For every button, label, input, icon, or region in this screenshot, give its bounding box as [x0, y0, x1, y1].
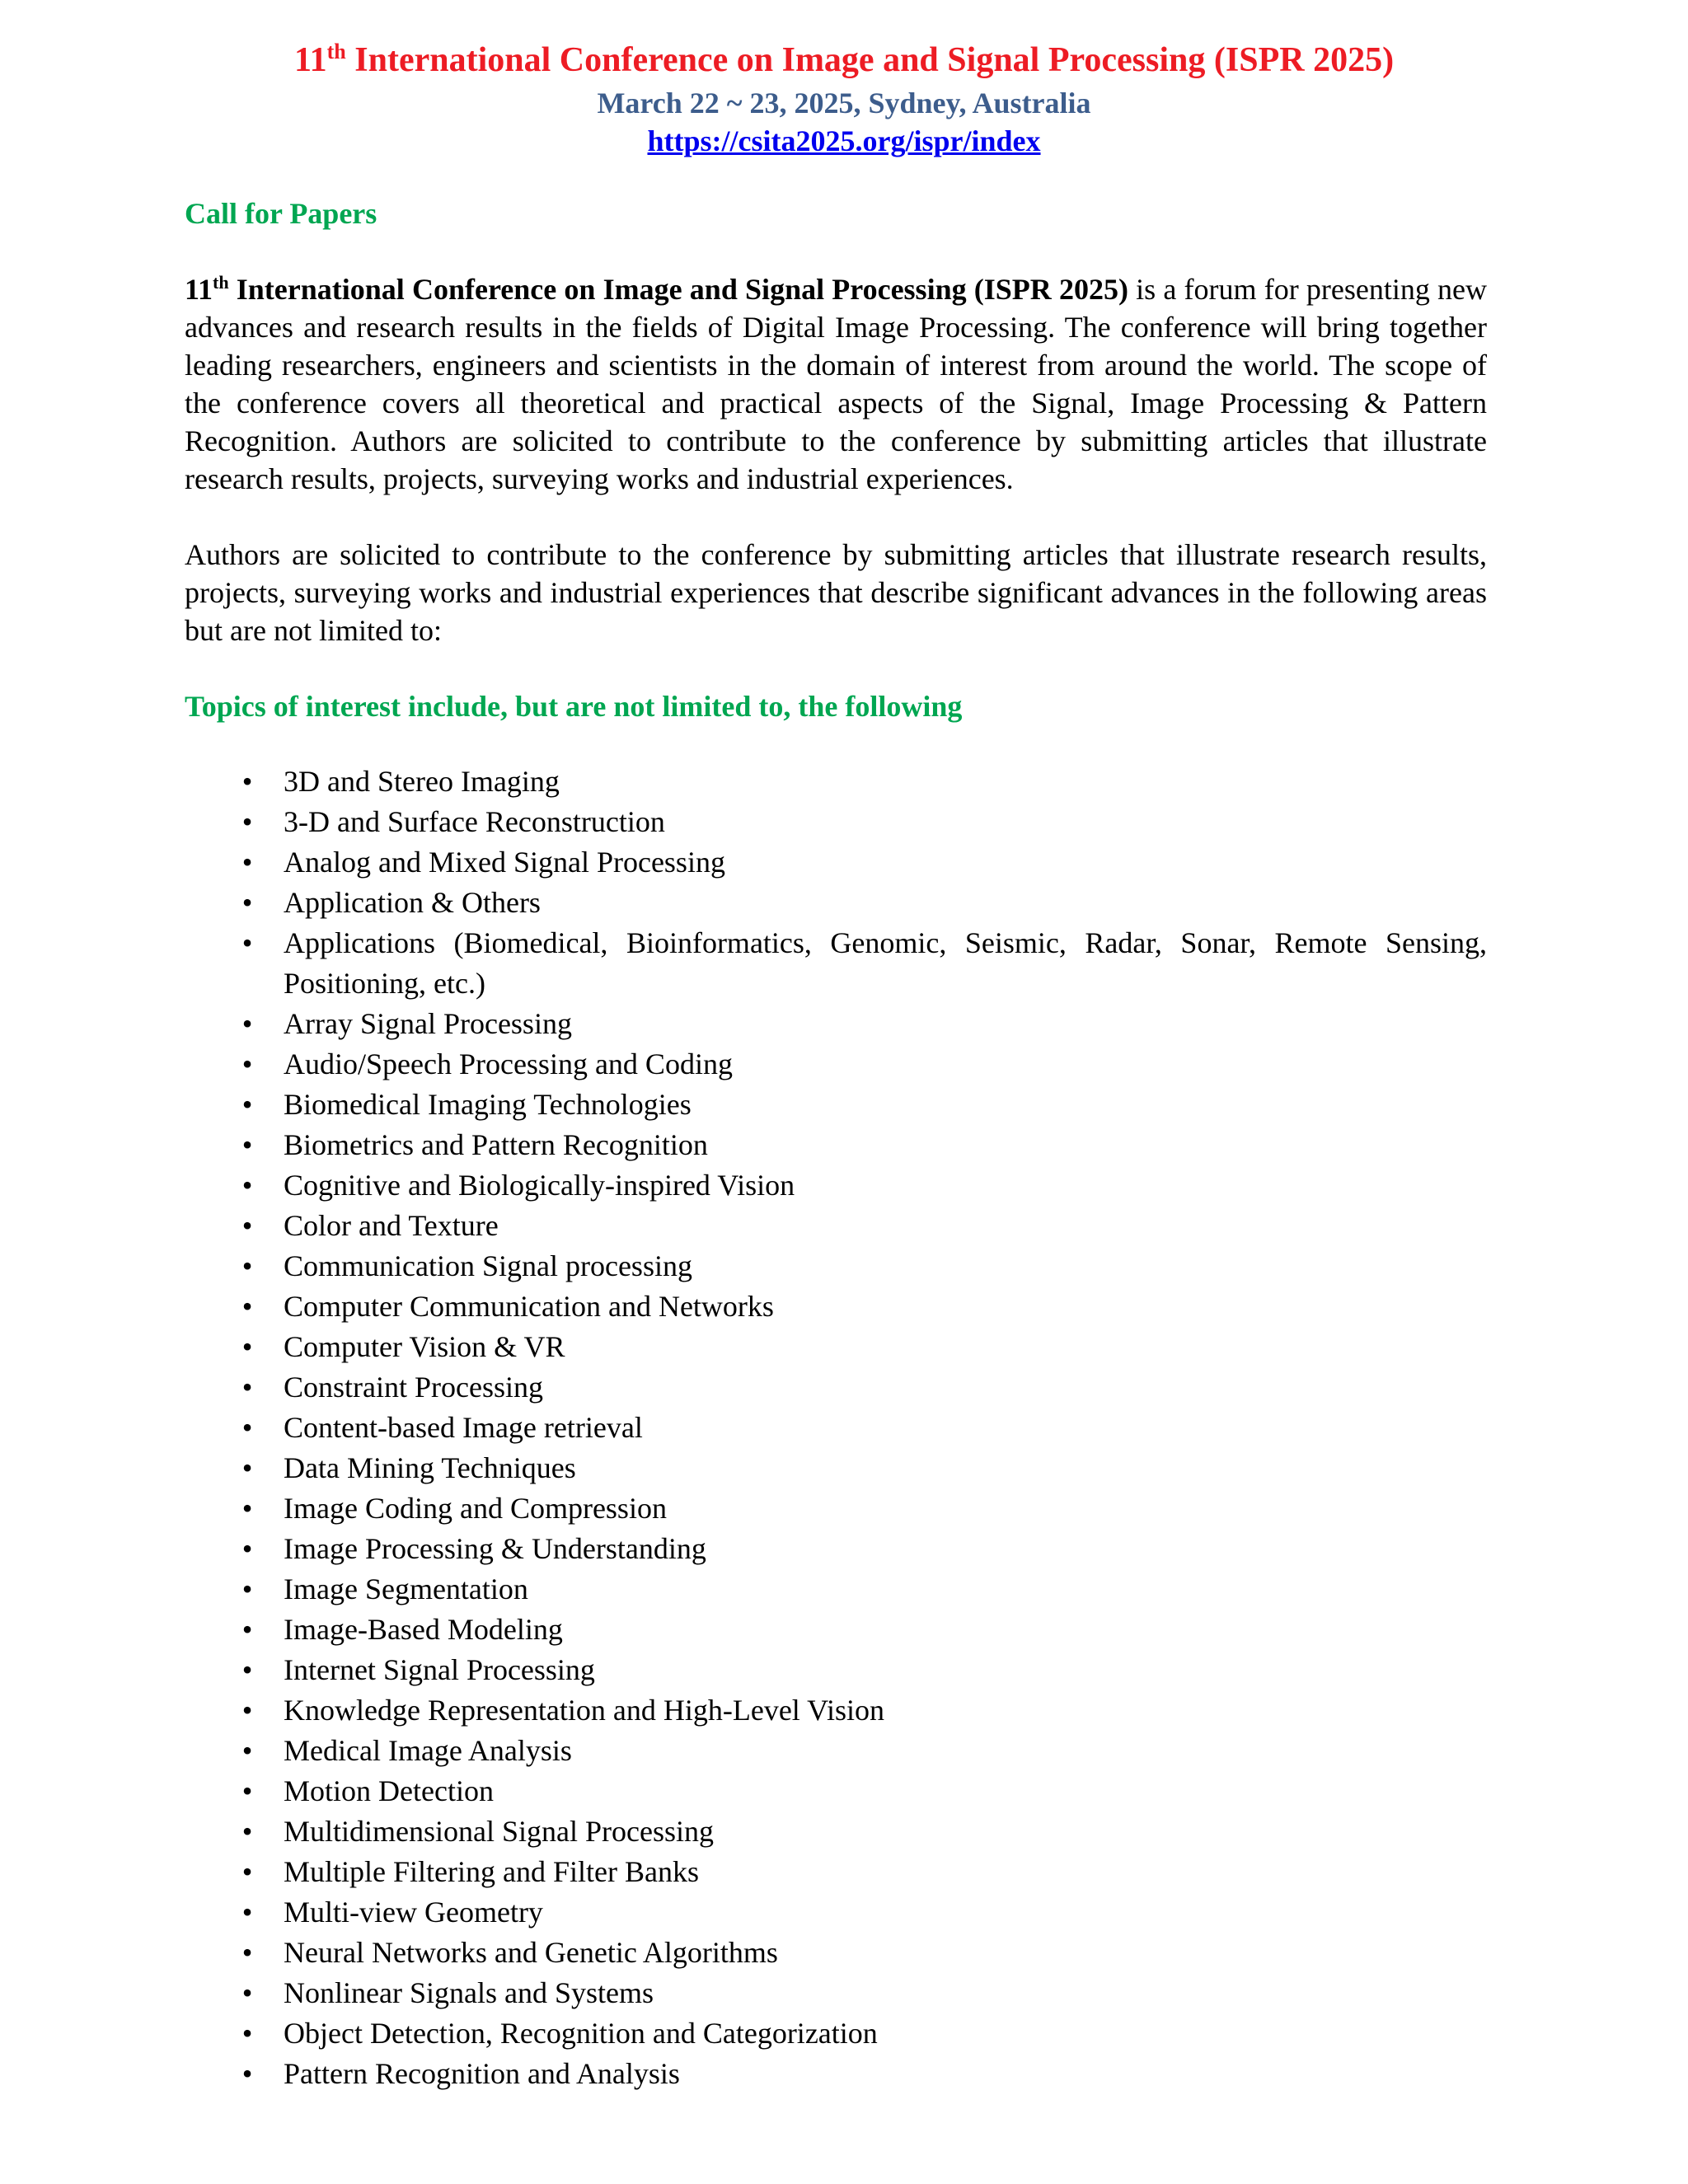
topic-list-item — [185, 1852, 1487, 1892]
bullet-icon: • — [241, 886, 253, 919]
topic-label: Applications (Biomedical, Bioinformatics, Genomic, Seismic, Radar, Sonar, Remote Sensing, Positioning, etc.) — [284, 926, 1487, 1000]
intro-paragraph-text: is a forum for presenting new advances and research results in the fields of Digital Image Processing. The conference will bring together leading researchers, engineers and scientists in the domain of interest from around the world. The scope of the conference covers all theoretical and practical aspects of the Signal, Image Processing & Pattern Recognition. Authors are solicited to contribute to the conference by submitting articles that illustrate research results, projects, surveying works and industrial experiences. — [185, 273, 1488, 495]
topic-list-item — [185, 1488, 1487, 1529]
topic-label: Image Segmentation — [284, 1572, 528, 1605]
topic-list-item — [185, 1286, 1487, 1327]
bullet-icon: • — [241, 1896, 253, 1929]
bullet-icon: • — [241, 1209, 253, 1242]
topic-label: Cognitive and Biologically-inspired Vision — [284, 1169, 795, 1202]
conference-header — [0, 36, 1688, 160]
topic-label: Multiple Filtering and Filter Banks — [284, 1855, 699, 1888]
topic-list-item — [185, 1085, 1487, 1125]
topic-list-item — [185, 1004, 1487, 1044]
topic-list-item — [185, 1892, 1487, 1933]
topic-label: Computer Vision & VR — [284, 1330, 565, 1363]
topic-list-item — [185, 923, 1487, 1004]
topic-label: Content-based Image retrieval — [284, 1411, 643, 1444]
topic-list-item — [185, 1367, 1487, 1408]
topic-list-item — [185, 1731, 1487, 1771]
topic-label: Audio/Speech Processing and Coding — [284, 1047, 733, 1080]
topic-label: Knowledge Representation and High-Level Vision — [284, 1694, 884, 1727]
topic-label: Medical Image Analysis — [284, 1734, 572, 1767]
intro-ordinal: 11 — [185, 273, 213, 306]
conference-date-location: March 22 ~ 23, 2025, Sydney, Australia — [597, 87, 1091, 120]
topic-list-item — [185, 2013, 1487, 2054]
topic-label: Biomedical Imaging Technologies — [284, 1088, 692, 1121]
bullet-icon: • — [241, 1047, 253, 1080]
topic-list-item — [185, 1327, 1487, 1367]
topic-label: Image-Based Modeling — [284, 1613, 563, 1646]
bullet-icon: • — [241, 1815, 253, 1848]
bullet-icon: • — [241, 1532, 253, 1565]
bullet-icon: • — [241, 1411, 253, 1444]
topic-label: Motion Detection — [284, 1774, 494, 1807]
bullet-icon: • — [241, 1088, 253, 1121]
conference-url-link[interactable]: https://csita2025.org/ispr/index — [647, 124, 1041, 157]
topic-list-item — [185, 2054, 1487, 2094]
second-paragraph: Authors are solicited to contribute to the conference by submitting articles that illustrate research results, projects, surveying works and industrial experiences that describe significant advances in the following areas but are not limited to: — [185, 538, 1487, 647]
topic-label: Computer Communication and Networks — [284, 1290, 774, 1323]
call-for-papers-heading: Call for Papers — [185, 197, 377, 230]
intro-conference-name-text: International Conference on Image and Signal Processing (ISPR 2025) — [228, 273, 1128, 306]
bullet-icon: • — [241, 1169, 253, 1202]
topic-list-item — [185, 1165, 1487, 1206]
topic-list-item — [185, 1811, 1487, 1852]
intro-ordinal-suffix: th — [213, 272, 229, 293]
bullet-icon: • — [241, 1451, 253, 1484]
topic-label: Constraint Processing — [284, 1371, 543, 1404]
topic-label: Analog and Mixed Signal Processing — [284, 846, 725, 879]
topic-list-item — [185, 1933, 1487, 1973]
topic-label: Image Processing & Understanding — [284, 1532, 706, 1565]
topic-label: Color and Texture — [284, 1209, 499, 1242]
topic-label: Communication Signal processing — [284, 1249, 692, 1282]
topic-label: Internet Signal Processing — [284, 1653, 595, 1686]
topic-list-item — [185, 762, 1487, 802]
topic-label: Neural Networks and Genetic Algorithms — [284, 1936, 778, 1969]
topics-list — [185, 762, 1487, 2094]
topics-heading: Topics of interest include, but are not limited to, the following — [185, 690, 963, 723]
topic-list-item — [185, 1650, 1487, 1690]
topic-list-item — [185, 1771, 1487, 1811]
bullet-icon: • — [241, 1290, 253, 1323]
topic-list-item — [185, 1206, 1487, 1246]
conference-title — [0, 36, 1688, 84]
topic-label: Image Coding and Compression — [284, 1492, 667, 1525]
bullet-icon: • — [241, 1492, 253, 1525]
bullet-icon: • — [241, 2017, 253, 2050]
topic-list-item — [185, 1246, 1487, 1286]
bullet-icon: • — [241, 805, 253, 838]
topic-label: Multidimensional Signal Processing — [284, 1815, 714, 1848]
conference-title-ordinal-suffix: th — [326, 40, 346, 63]
bullet-icon: • — [241, 1734, 253, 1767]
topic-list-item — [185, 1529, 1487, 1569]
topic-label: 3D and Stereo Imaging — [284, 765, 560, 798]
intro-conference-name — [185, 273, 1128, 306]
topic-list-item — [185, 802, 1487, 842]
bullet-icon: • — [241, 1976, 253, 2009]
bullet-icon: • — [241, 765, 253, 798]
bullet-icon: • — [241, 1855, 253, 1888]
topic-list-item — [185, 1569, 1487, 1610]
bullet-icon: • — [241, 1936, 253, 1969]
bullet-icon: • — [241, 1613, 253, 1646]
topic-list-item — [185, 1610, 1487, 1650]
conference-title-text: International Conference on Image and Signal Processing (ISPR 2025) — [345, 41, 1395, 79]
bullet-icon: • — [241, 846, 253, 879]
bullet-icon: • — [241, 1371, 253, 1404]
topic-label: Array Signal Processing — [284, 1007, 572, 1040]
intro-paragraph — [185, 270, 1487, 498]
topic-label: Multi-view Geometry — [284, 1896, 543, 1929]
main-content — [185, 194, 1487, 2094]
topic-list-item — [185, 842, 1487, 883]
topic-list-item — [185, 1125, 1487, 1165]
topic-list-item — [185, 1690, 1487, 1731]
topic-label: Application & Others — [284, 886, 541, 919]
bullet-icon: • — [241, 1007, 253, 1040]
topic-list-item — [185, 883, 1487, 923]
topic-list-item — [185, 1044, 1487, 1085]
bullet-icon: • — [241, 1249, 253, 1282]
topic-label: 3-D and Surface Reconstruction — [284, 805, 665, 838]
topic-label: Biometrics and Pattern Recognition — [284, 1128, 708, 1161]
bullet-icon: • — [241, 926, 253, 959]
topic-list-item — [185, 1408, 1487, 1448]
bullet-icon: • — [241, 1128, 253, 1161]
bullet-icon: • — [241, 1694, 253, 1727]
bullet-icon: • — [241, 1653, 253, 1686]
bullet-icon: • — [241, 1774, 253, 1807]
topic-list-item — [185, 1973, 1487, 2013]
topic-list-item — [185, 1448, 1487, 1488]
topic-label: Pattern Recognition and Analysis — [284, 2057, 680, 2090]
bullet-icon: • — [241, 1572, 253, 1605]
topic-label: Data Mining Techniques — [284, 1451, 576, 1484]
bullet-icon: • — [241, 1330, 253, 1363]
bullet-icon: • — [241, 2057, 253, 2090]
topic-label: Nonlinear Signals and Systems — [284, 1976, 654, 2009]
topic-label: Object Detection, Recognition and Categorization — [284, 2017, 878, 2050]
conference-title-ordinal: 11 — [293, 41, 327, 79]
